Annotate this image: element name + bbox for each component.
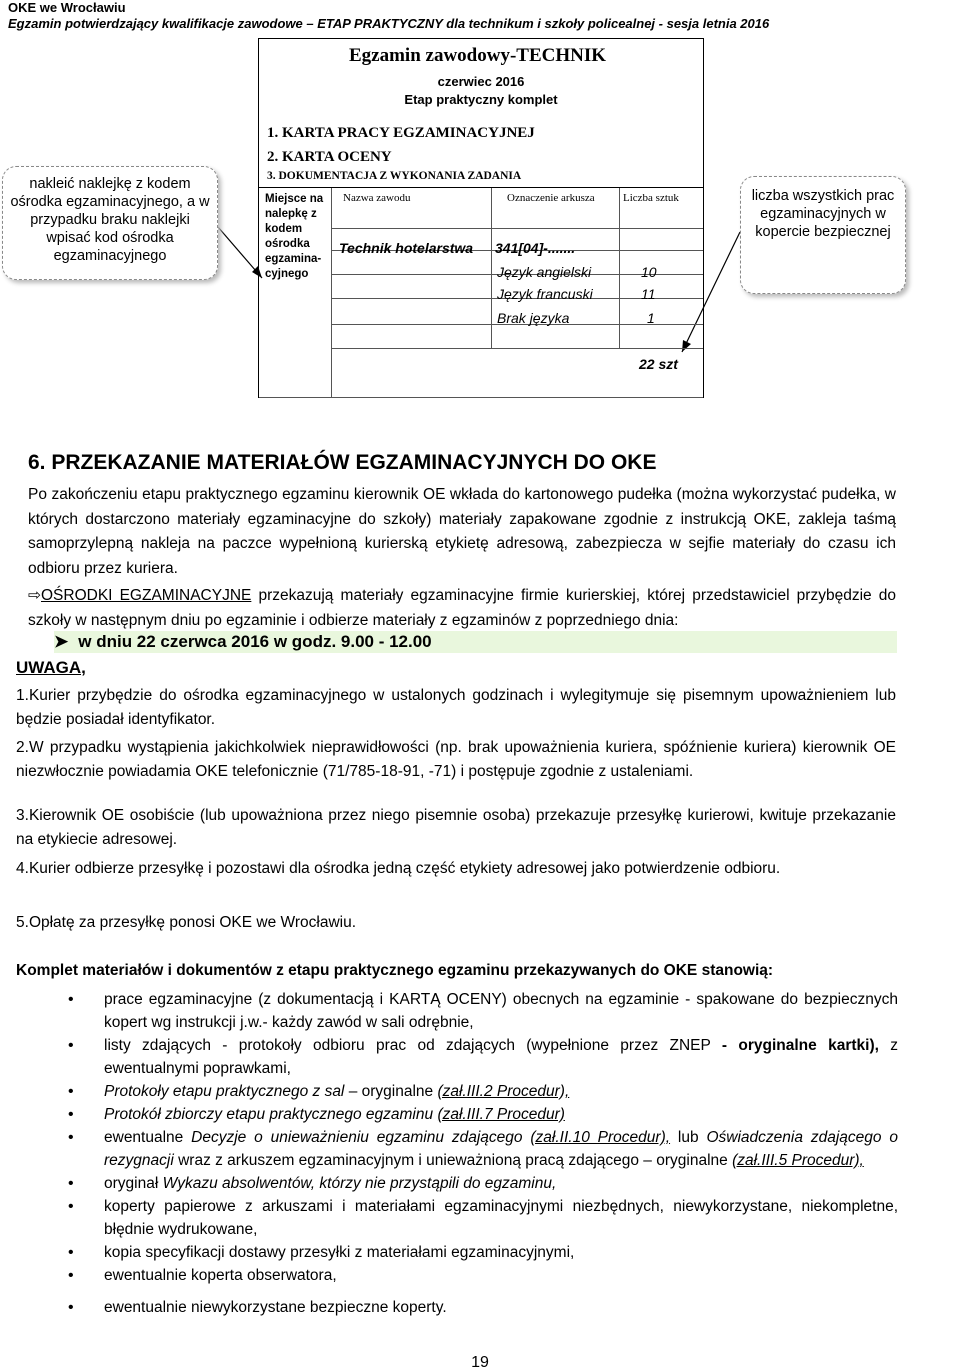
section-title: 6. PRZEKAZANIE MATERIAŁÓW EGZAMINACYJNYCH DO OKE — [28, 451, 657, 474]
card-item-3: 3. DOKUMENTACJA Z WYKONANIA ZADANIA — [267, 170, 522, 182]
item-text: lub — [670, 1129, 707, 1146]
note-1-text: Kurier przybędzie do ośrodka egzaminacyjnego w ustalonych godzinach i wylegitymuje się pisemnym upoważnieniem lub będzie posiadał identyfikator. — [16, 687, 896, 728]
uwaga-label: UWAGA, — [16, 658, 86, 677]
item-text: ewentualne — [104, 1129, 192, 1146]
item-text: prace egzaminacyjne (z dokumentacją i KARTĄ OCENY) obecnych na egzaminie - spakowane do bezpiecznych kopert wg instrukcji j.w.- każdy zawód w sali odrębnie, — [104, 991, 898, 1031]
cell-count-3: 1 — [647, 310, 655, 326]
note-4-num: 4. — [16, 860, 29, 877]
col-count: Liczba sztuk — [623, 192, 679, 204]
note-3 — [16, 804, 896, 852]
note-5-text: Opłatę za przesyłkę ponosi OKE we Wrocławiu. — [28, 914, 357, 931]
section-intro: Po zakończeniu etapu praktycznego egzaminu kierownik OE wkłada do kartonowego pudełka (można wykorzystać pudełka, w których dostarczono materiały egzaminacyjne do szkoły) materiały zapakowane zgodnie z instrukcją OKE, zakleja taśmą samoprzylepną nakleja na paczce wypełnioną kurierską etykietę adresową, zabezpiecza w sejfie materiały do czasu ich odbioru przez kuriera. — [28, 486, 896, 577]
cell-count-1: 10 — [641, 264, 657, 280]
callout-label-code-text: nakleić naklejkę z kodem ośrodka egzaminacyjnego, a w przypadku braku naklejki wpisać kod ośrodka egzaminacyjnego — [10, 176, 210, 264]
callout-label-code — [2, 166, 218, 280]
item-text-italic: Decyzje o unieważnieniu egzaminu zdającego — [191, 1129, 523, 1146]
note-2 — [16, 736, 896, 784]
item-text: ewentualnie koperta obserwatora, — [104, 1267, 337, 1284]
komplet-list — [68, 988, 898, 1319]
card-title: Egzamin zawodowy-TECHNIK — [349, 45, 607, 66]
cell-profession: Technik hotelarstwa — [339, 240, 474, 256]
item-text: ewentualnie niewykorzystane bezpieczne koperty. — [104, 1299, 447, 1316]
list-item — [68, 1296, 898, 1319]
list-item — [68, 1034, 898, 1080]
cell-lang-3: Brak języka — [497, 310, 570, 326]
list-item — [68, 1241, 898, 1264]
centers-paragraph — [28, 584, 896, 633]
item-text: koperty papierowe z arkuszami i materiałami egzaminacyjnymi niezbędnych, niewykorzystane, niekompletne, błędnie wydrukowane, — [104, 1198, 898, 1238]
cell-sheet-code: 341[04]-....... — [495, 240, 576, 256]
item-text: listy zdających - protokoły odbioru prac od zdających (wypełnione przez ZNEP — [104, 1037, 722, 1054]
note-1-num: 1. — [16, 687, 29, 704]
arrow-icon: ⇨ — [28, 587, 41, 604]
note-5-num: 5. — [16, 914, 29, 931]
note-3-text: Kierownik OE osobiście (lub upoważniona przez niego pisemnie osoba) przekazuje przesyłkę kurierowi, kwituje przekazanie na etykiecie adresowej. — [16, 807, 896, 848]
list-item — [68, 1172, 898, 1195]
list-item — [68, 1126, 898, 1172]
note-2-num: 2. — [16, 739, 29, 756]
col-sheet: Oznaczenie arkusza — [507, 192, 595, 204]
list-item — [68, 1264, 898, 1287]
item-text-italic: Wykazu absolwentów, którzy nie przystąpili do egzaminu, — [162, 1175, 557, 1192]
note-3-num: 3. — [16, 807, 29, 824]
item-text-bold: - oryginalne kartki), — [721, 1037, 879, 1054]
arrowhead-icon: ➤ — [54, 632, 69, 651]
item-text: – oryginalne — [344, 1083, 438, 1100]
cell-total: 22 szt — [639, 356, 678, 372]
col-profession: Nazwa zawodu — [343, 192, 411, 204]
pickup-date: w dniu 22 czerwca 2016 w godz. 9.00 - 12.00 — [78, 632, 432, 651]
item-reference: (zał.II.10 Procedur), — [530, 1129, 671, 1146]
centers-label: OŚRODKI EGZAMINACYJNE — [41, 587, 252, 604]
item-reference: (zał.III.7 Procedur) — [437, 1106, 565, 1123]
callout-total-count — [740, 176, 906, 294]
note-4 — [16, 857, 896, 881]
item-text: oryginał — [104, 1175, 163, 1192]
item-reference: (zał.III.5 Procedur), — [732, 1152, 864, 1169]
list-item — [68, 1195, 898, 1241]
page-number: 19 — [471, 1354, 489, 1371]
card-date: czerwiec 2016 — [437, 74, 525, 89]
note-4-text: Kurier odbierze przesyłkę i pozostawi dla ośrodka jedną część etykiety adresowej jako potwierdzenie odbioru. — [28, 860, 781, 877]
cell-lang-1: Język angielski — [497, 264, 592, 280]
card-item-1: 1. KARTA PRACY EGZAMINACYJNEJ — [267, 125, 535, 141]
item-text: wraz z arkuszem egzaminacyjnym i unieważnioną pracą zdającego – oryginalne — [173, 1152, 733, 1169]
card-item-2: 2. KARTA OCENY — [267, 149, 392, 165]
card-set: Etap praktyczny komplet — [404, 92, 558, 107]
header-subtitle: Egzamin potwierdzający kwalifikacje zawodowe – ETAP PRAKTYCZNY dla technikum i szkoły policealnej - sesja letnia 2016 — [8, 16, 770, 31]
item-reference: (zał.III.2 Procedur), — [437, 1083, 570, 1100]
item-text-italic: Oświadczenia zdającego o rezygnacji — [104, 1129, 898, 1169]
list-item — [68, 988, 898, 1034]
item-text-italic: Protokoły etapu praktycznego z sal — [104, 1083, 345, 1100]
item-text: z ewentualnymi poprawkami, — [104, 1037, 898, 1077]
note-5 — [16, 911, 896, 935]
label-place: Miejsce na nalepkę z kodem ośrodka egzamina-cyjnego — [265, 193, 324, 280]
envelope-card — [258, 38, 704, 398]
list-item — [68, 1080, 898, 1103]
list-item — [68, 1103, 898, 1126]
item-text-italic: Protokół zbiorczy etapu praktycznego egzaminu — [104, 1106, 434, 1123]
komplet-title: Komplet materiałów i dokumentów z etapu praktycznego egzaminu przekazywanych do OKE stanowią: — [16, 962, 774, 979]
cell-count-2: 11 — [641, 286, 656, 302]
card-table — [259, 187, 703, 398]
item-text: kopia specyfikacji dostawy przesyłki z materiałami egzaminacyjnymi, — [104, 1244, 575, 1261]
pickup-date-row — [54, 632, 432, 652]
cell-lang-2: Język francuski — [497, 286, 593, 302]
note-1 — [16, 684, 896, 732]
callout-total-count-text: liczba wszystkich prac egzaminacyjnych w kopercie bezpiecznej — [751, 188, 895, 240]
centers-text: przekazują materiały egzaminacyjne firmie kurierskiej, której przedstawiciel przybędzie do szkoły w następnym dniu po egzaminie i odbierze materiały z egzaminów z poprzedniego dnia: — [28, 587, 896, 629]
note-2-text: W przypadku wystąpienia jakichkolwiek nieprawidłowości (np. brak upoważnienia kuriera, spóźnienie kuriera) kierownik OE niezwłocznie powiadamia OKE telefonicznie (71/785-18-91, -71) i postępuje zgodnie z ustaleniami. — [16, 739, 896, 780]
header-org: OKE we Wrocławiu — [8, 0, 126, 15]
